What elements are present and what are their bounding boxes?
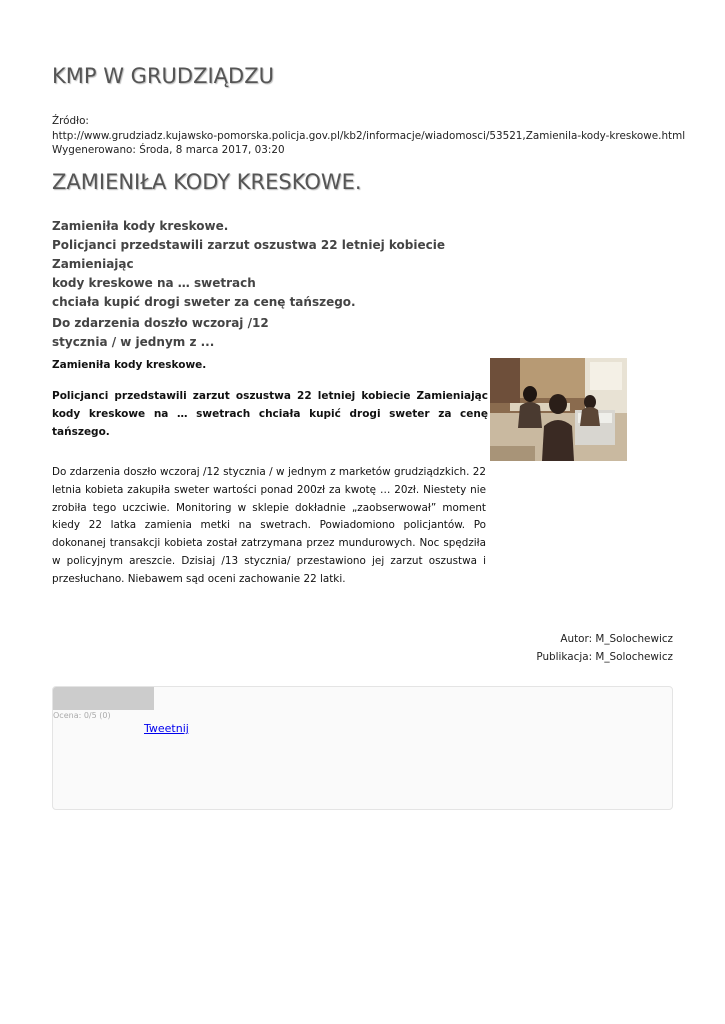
source-meta — [52, 114, 692, 158]
author-block — [536, 630, 673, 666]
article-photo — [490, 358, 627, 461]
lead-line: chciała kupić drogi sweter za cenę tańszego. — [52, 295, 356, 309]
author-name: Autor: M_Solochewicz — [560, 633, 673, 645]
rating-bar[interactable] — [53, 687, 154, 710]
lead-line: Zamieniła kody kreskowe. — [52, 219, 229, 233]
site-title: KMP W GRUDZIĄDZU — [52, 64, 274, 88]
tweet-link[interactable]: Tweetnij — [144, 722, 189, 735]
source-url: http://www.grudziadz.kujawsko-pomorska.policja.gov.pl/kb2/informacje/wiadomosci/53521,Zamienila-kody-kreskowe.html — [52, 129, 686, 142]
lead-excerpt-line: Do zdarzenia doszło wczoraj /12 — [52, 316, 269, 330]
rating-text: Ocena: 0/5 (0) — [53, 711, 111, 720]
rating-panel — [52, 686, 673, 810]
article-lead — [52, 217, 492, 312]
article-lead-excerpt — [52, 314, 492, 352]
generated-date: Wygenerowano: Środa, 8 marca 2017, 03:20 — [52, 144, 285, 156]
article-sub-lead: Policjanci przedstawili zarzut oszustwa 22 letniej kobiecie Zamieniając kody kreskowe na … swetrach chciała kupić drogi sweter za cenę tańszego. — [52, 390, 488, 438]
source-label: Źródło: — [52, 115, 89, 127]
lead-line: Policjanci przedstawili zarzut oszustwa 22 letniej kobiecie Zamieniając — [52, 238, 445, 271]
article-sub-heading: Zamieniła kody kreskowe. — [52, 359, 207, 371]
lead-line: kody kreskowe na … swetrach — [52, 276, 256, 290]
article-title: ZAMIENIŁA KODY KRESKOWE. — [52, 170, 362, 194]
publication-name: Publikacja: M_Solochewicz — [536, 651, 673, 663]
article-body: Do zdarzenia doszło wczoraj /12 stycznia / w jednym z marketów grudziądzkich. 22 letnia kobieta zakupiła sweter wartości ponad 200zł za kwotę … 20zł. Niestety nie zrobiła tego uczciwie. Monitoring w sklepie dokładnie „zaobserwował” moment kiedy 22 latka zamienia metki na swetrach. Powiadomiono policjantów. Po dokonanej transakcji kobieta został zatrzymana przez mundurowych. Noc spędziła w policyjnym areszcie. Dzisiaj /13 stycznia/ przestawiono jej zarzut oszustwa i przesłuchano. Niebawem sąd oceni zachowanie 22 latki. — [52, 466, 486, 585]
lead-excerpt-line: stycznia / w jednym z ... — [52, 335, 215, 349]
